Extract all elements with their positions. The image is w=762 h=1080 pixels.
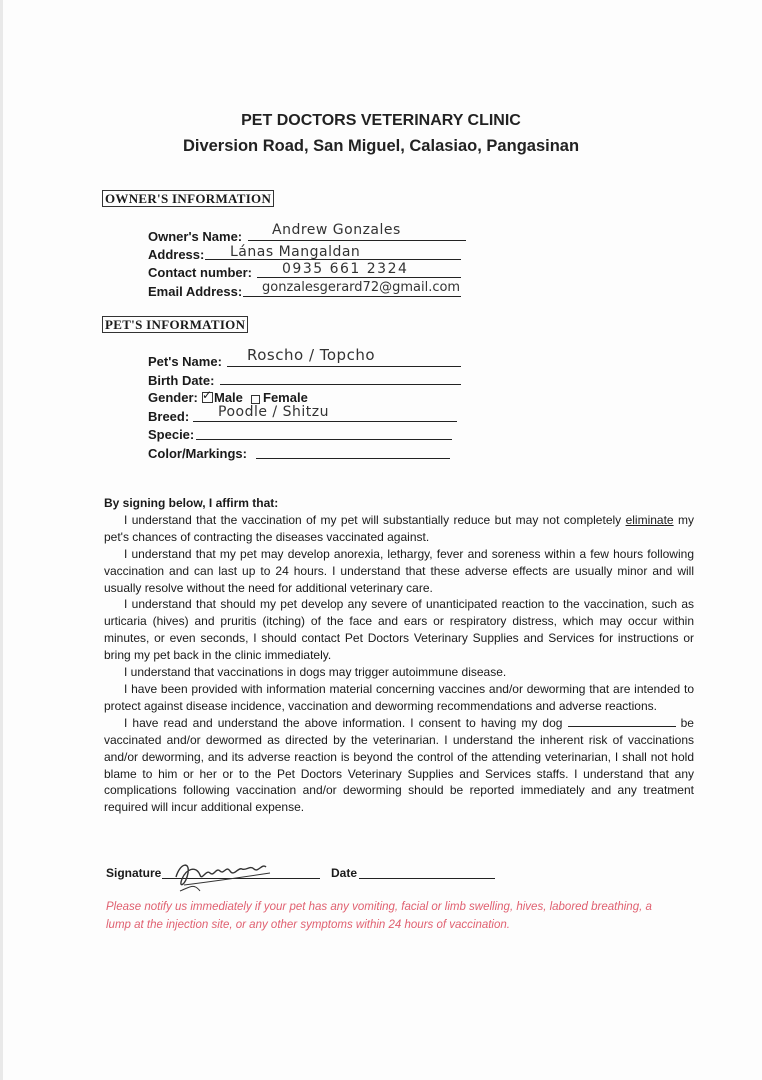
owner-name-value: Andrew Gonzales (272, 222, 401, 238)
owner-email-line[interactable] (243, 296, 461, 297)
pet-section-heading: PET'S INFORMATION (102, 316, 248, 333)
color-markings-line[interactable] (256, 458, 450, 459)
consent-text (104, 495, 694, 816)
consent-paragraph-2: I understand that my pet may develop anorexia, lethargy, fever and soreness within a few hours following vaccination and can last up to 24 hours. I understand that these adverse effects are usually minor and will usually resolve without the need for additional veterinary care. (104, 546, 694, 595)
birth-date-line[interactable] (220, 384, 461, 385)
owner-name-line[interactable] (248, 240, 466, 241)
pet-name-line[interactable] (227, 366, 461, 367)
notification-note: Please notify us immediately if your pet has any vomiting, facial or limb swelling, hives, labored breathing, a lump at the injection site, or any other symptoms within 24 hours of vaccination. (106, 901, 652, 931)
consent-paragraph-5: I have been provided with information material concerning vaccines and/or deworming that are intended to protect against disease incidence, vaccination and deworming recommendations and adverse reactions. (104, 681, 694, 713)
owner-address-label: Address: (148, 247, 205, 262)
breed-value: Poodle / Shitzu (218, 404, 329, 420)
owner-email-label: Email Address: (148, 284, 243, 299)
owner-name-label: Owner's Name: (148, 229, 243, 244)
birth-date-label: Birth Date: (148, 373, 215, 388)
consent-intro: By signing below, I affirm that: (104, 496, 279, 510)
scan-edge (0, 0, 3, 1080)
date-label: Date (331, 866, 358, 880)
consent-p6-b: be vaccinated and/or dewormed as directed by the veterinarian. I understand the inherent risk of vaccinations and/or deworming, and its adverse reaction is beyond the control of the attending veterinarian, I shall not hold blame to him or her or to the Pet Doctors Veterinary Supplies and Services staffs. I understand that any complications following vaccination and/or deworming should be reported immediately and any treatment required will incur additional expense. (104, 715, 694, 815)
female-checkbox[interactable] (251, 395, 260, 404)
consent-p1-a: I understand that the vaccination of my pet will substantially reduce but may not completely (124, 512, 626, 527)
checkmark-icon: ✓ (202, 388, 213, 402)
consent-paragraph-6 (104, 715, 694, 816)
pet-name-value: Roscho / Topcho (247, 346, 376, 364)
breed-label: Breed: (148, 409, 190, 424)
date-line[interactable] (359, 878, 495, 879)
owner-email-value: gonzalesgerard72@gmail.com (262, 280, 461, 295)
male-label: Male (214, 390, 243, 405)
gender-label: Gender: (148, 390, 198, 405)
consent-p1-underlined: eliminate (625, 512, 674, 527)
clinic-address: Diversion Road, San Miguel, Calasiao, Pangasinan (182, 137, 580, 155)
consent-paragraph-3: I understand that should my pet develop any severe of unanticipated reaction to the vaccination, such as urticaria (hives) and pruritis (itching) of the face and ears or respiratory distress, which may occur within minutes, or even seconds, I should contact Pet Doctors Veterinary Supplies and Services for instructions or bring my pet back in the clinic immediately. (104, 597, 694, 663)
consent-p6-a: I have read and understand the above information. I consent to having my dog (124, 715, 568, 730)
pet-name-label: Pet's Name: (148, 354, 222, 369)
dog-name-blank[interactable] (568, 716, 676, 727)
consent-paragraph-4: I understand that vaccinations in dogs may trigger autoimmune disease. (124, 665, 507, 680)
signature-scribble-icon (170, 855, 280, 895)
owner-contact-value: 0935 661 2324 (282, 261, 409, 277)
breed-line[interactable] (193, 421, 457, 422)
signature-label: Signature (106, 866, 162, 880)
female-label: Female (263, 390, 308, 405)
consent-paragraph-1 (104, 512, 694, 546)
owner-section-heading: OWNER'S INFORMATION (102, 190, 274, 207)
owner-address-value: Lánas Mangaldan (230, 244, 361, 260)
owner-contact-label: Contact number: (148, 265, 252, 280)
color-markings-label: Color/Markings: (148, 446, 247, 461)
owner-contact-line[interactable] (257, 277, 461, 278)
clinic-name: PET DOCTORS VETERINARY CLINIC (241, 112, 521, 129)
specie-label: Specie: (148, 427, 195, 442)
specie-line[interactable] (196, 439, 452, 440)
consent-p1-b: my pet's chances of contracting the diseases vaccinated against. (104, 512, 694, 544)
